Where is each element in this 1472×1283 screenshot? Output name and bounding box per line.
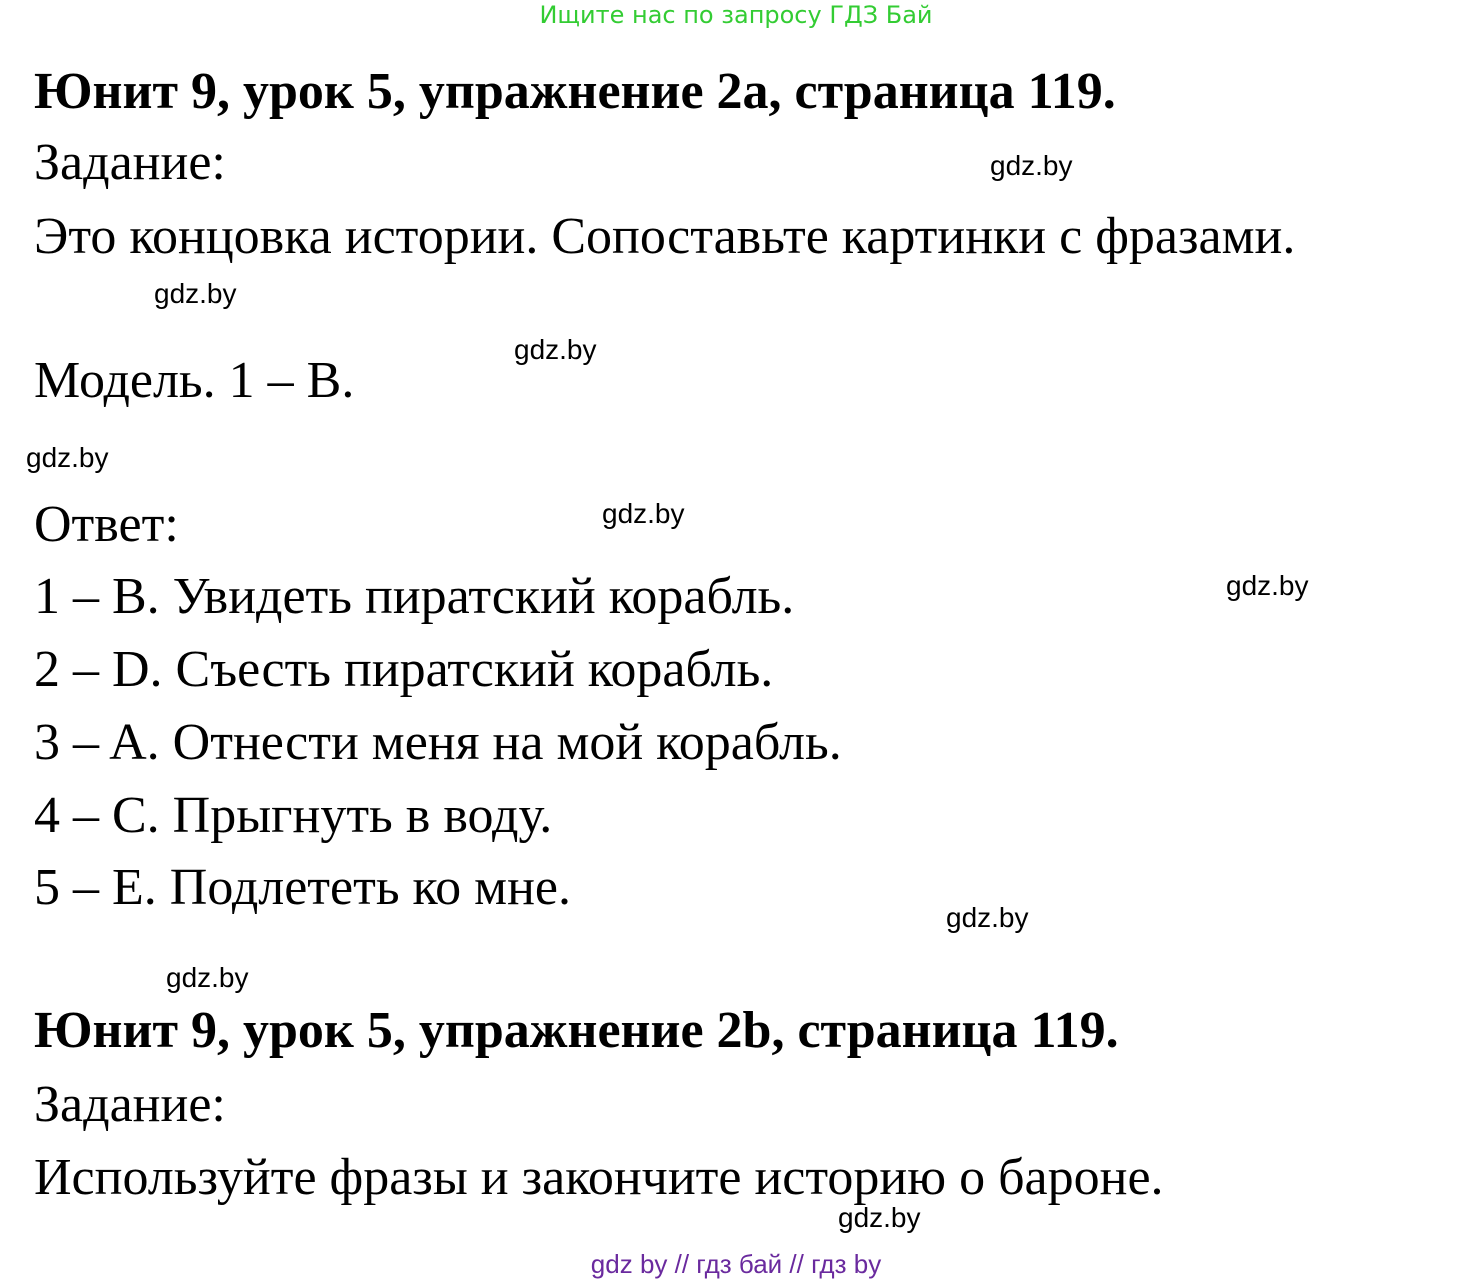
watermark: gdz.by xyxy=(602,498,685,529)
answer-item-2: 2 – D. Съесть пиратский корабль. xyxy=(34,641,774,698)
watermark: gdz.by xyxy=(166,962,249,993)
section1-answer-label: Ответ: xyxy=(34,496,179,553)
section1-task-label: Задание: xyxy=(34,134,226,191)
section2-task-label: Задание: xyxy=(34,1076,226,1133)
watermark: gdz.by xyxy=(1226,570,1309,601)
section1-title: Юнит 9, урок 5, упражнение 2a, страница 119. xyxy=(34,63,1116,120)
answer-item-4: 4 – C. Прыгнуть в воду. xyxy=(34,787,553,844)
section1-task-text: Это концовка истории. Сопоставьте картинки с фразами. xyxy=(34,208,1296,265)
top-banner: Ищите нас по запросу ГДЗ Бай xyxy=(539,1,933,29)
watermark: gdz.by xyxy=(990,150,1073,181)
section2-title: Юнит 9, урок 5, упражнение 2b, страница 119. xyxy=(34,1002,1119,1059)
watermark: gdz.by xyxy=(838,1202,921,1233)
watermark: gdz.by xyxy=(26,442,109,473)
watermark: gdz.by xyxy=(514,334,597,365)
answer-item-3: 3 – A. Отнести меня на мой корабль. xyxy=(34,714,842,771)
answer-item-5: 5 – E. Подлететь ко мне. xyxy=(34,859,571,916)
watermark: gdz.by xyxy=(154,278,237,309)
section1-model: Модель. 1 – B. xyxy=(34,352,355,409)
section2-task-text: Используйте фразы и закончите историю о бароне. xyxy=(34,1149,1164,1206)
watermark: gdz.by xyxy=(946,902,1029,933)
footer-links: gdz by // гдз бай // гдз by xyxy=(590,1249,882,1279)
answer-item-1: 1 – B. Увидеть пиратский корабль. xyxy=(34,568,795,625)
